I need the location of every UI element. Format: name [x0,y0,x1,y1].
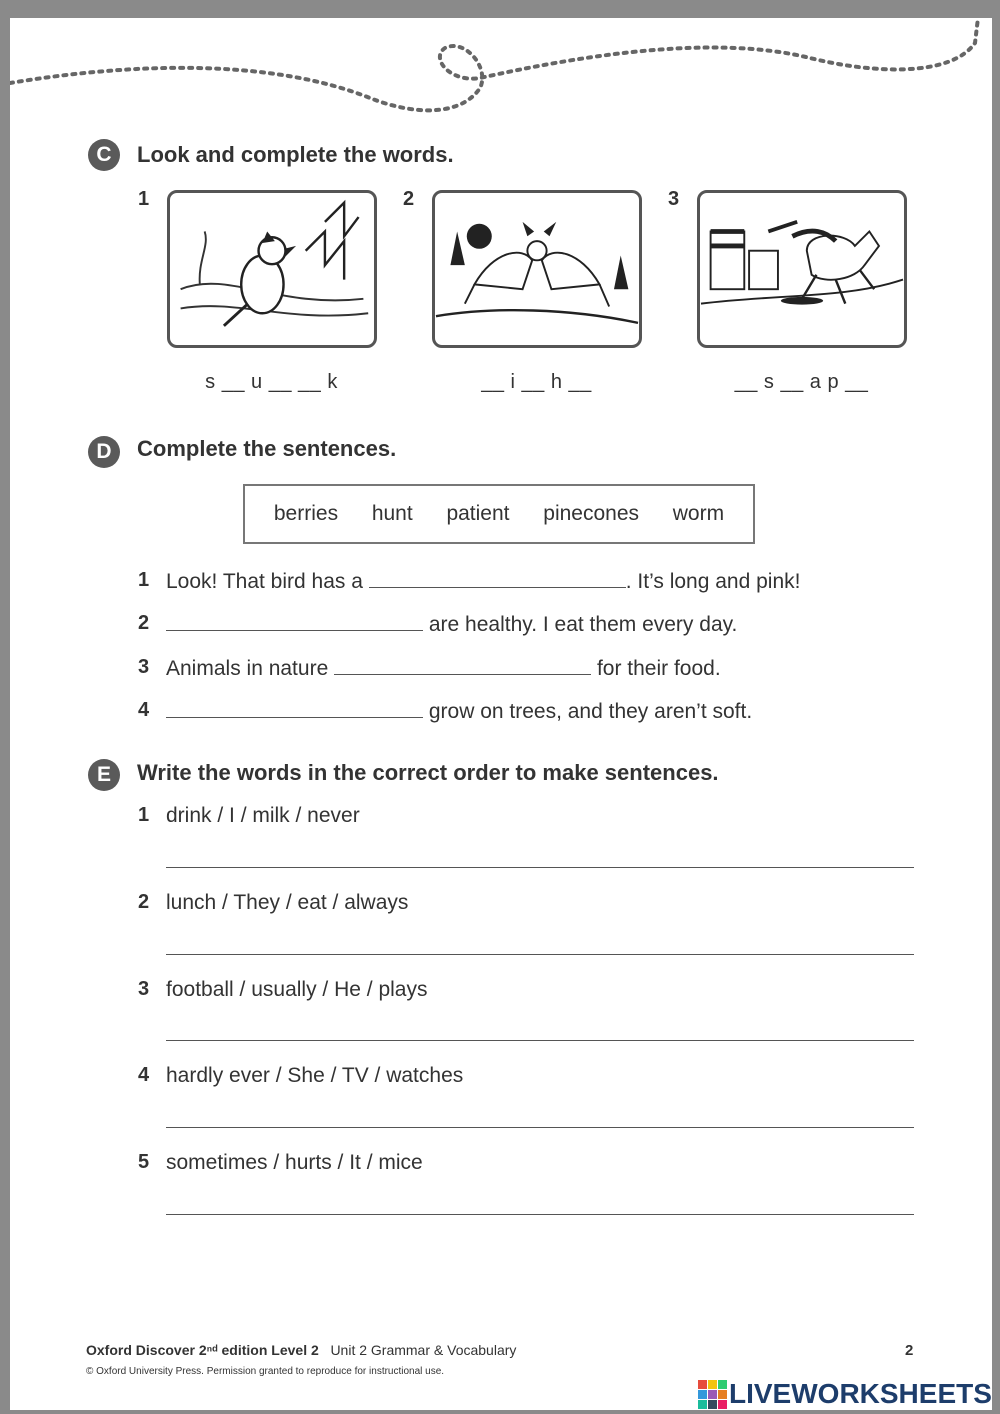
answer-blank[interactable] [369,569,626,588]
scrambled-words: lunch / They / eat / always [166,891,409,914]
picture-horse-escape [697,190,907,348]
section-e-title: Write the words in the correct order to make sentences. [137,760,719,785]
word-bank [243,484,755,544]
scrambled-words: hardly ever / She / TV / watches [166,1064,464,1087]
word-bank-item: pinecones [543,502,640,525]
section-d-title: Complete the sentences. [137,436,397,461]
answer-line[interactable] [166,954,914,955]
liveworksheets-logo-icon [698,1380,727,1409]
sentence-text: are healthy. I eat them every day. [428,613,738,636]
dotted-wave-decoration [10,18,992,138]
scrambled-words: sometimes / hurts / It / mice [166,1151,423,1174]
page-number: 2 [905,1342,914,1359]
picture-foxes-fight [432,190,642,348]
sentence-number: 3 [138,656,150,678]
sentence-number: 1 [138,569,150,591]
answer-line[interactable] [166,1127,914,1128]
picture-number: 3 [668,188,680,210]
answer-line[interactable] [166,1040,914,1041]
footer-unit: Unit 2 Grammar & Vocabulary [330,1342,517,1358]
worksheet-page [10,18,992,1410]
answer-line[interactable] [166,867,914,868]
word-bank-item: patient [446,502,510,525]
answer-blank[interactable] [334,656,591,675]
section-c-title: Look and complete the words. [137,142,454,167]
item-number: 3 [138,978,150,1000]
sentence-1 [166,569,800,594]
section-c-badge: C [88,139,120,171]
sentence-2 [166,612,737,637]
section-e-badge: E [88,759,120,791]
sentence-text: Animals in nature [166,657,329,680]
answer-blank[interactable] [166,699,423,718]
section-d-badge: D [88,436,120,468]
footer-copyright: © Oxford University Press. Permission granted to reproduce for instructional use. [86,1366,445,1377]
sentence-3 [166,656,721,681]
item-number: 2 [138,891,150,913]
word-bank-item: berries [273,502,339,525]
footer-book: Oxford Discover 2ⁿᵈ edition Level 2 [86,1342,319,1358]
word-hint: __ s __ a p __ [734,371,869,393]
scrambled-words: drink / I / milk / never [166,804,360,827]
picture-number: 1 [138,188,150,210]
sentence-text: . It’s long and pink! [625,570,801,593]
sentence-number: 2 [138,612,150,634]
word-hint: __ i __ h __ [481,371,592,393]
sentence-text: Look! That bird has a [166,570,363,593]
liveworksheets-watermark [698,1376,992,1412]
picture-bird-squawk [167,190,377,348]
scrambled-words: football / usually / He / plays [166,978,428,1001]
word-bank-item: worm [672,502,725,525]
item-number: 4 [138,1064,150,1086]
footer-title [86,1342,516,1358]
liveworksheets-text: LIVEWORKSHEETS [729,1378,992,1409]
item-number: 1 [138,804,150,826]
word-hint: s __ u __ __ k [205,371,338,393]
sentence-number: 4 [138,699,150,721]
item-number: 5 [138,1151,150,1173]
picture-number: 2 [403,188,415,210]
answer-blank[interactable] [166,612,423,631]
answer-line[interactable] [166,1214,914,1215]
sentence-text: grow on trees, and they aren’t soft. [428,700,753,723]
sentence-text: for their food. [596,657,721,680]
sentence-4 [166,699,752,724]
word-bank-item: hunt [371,502,413,525]
